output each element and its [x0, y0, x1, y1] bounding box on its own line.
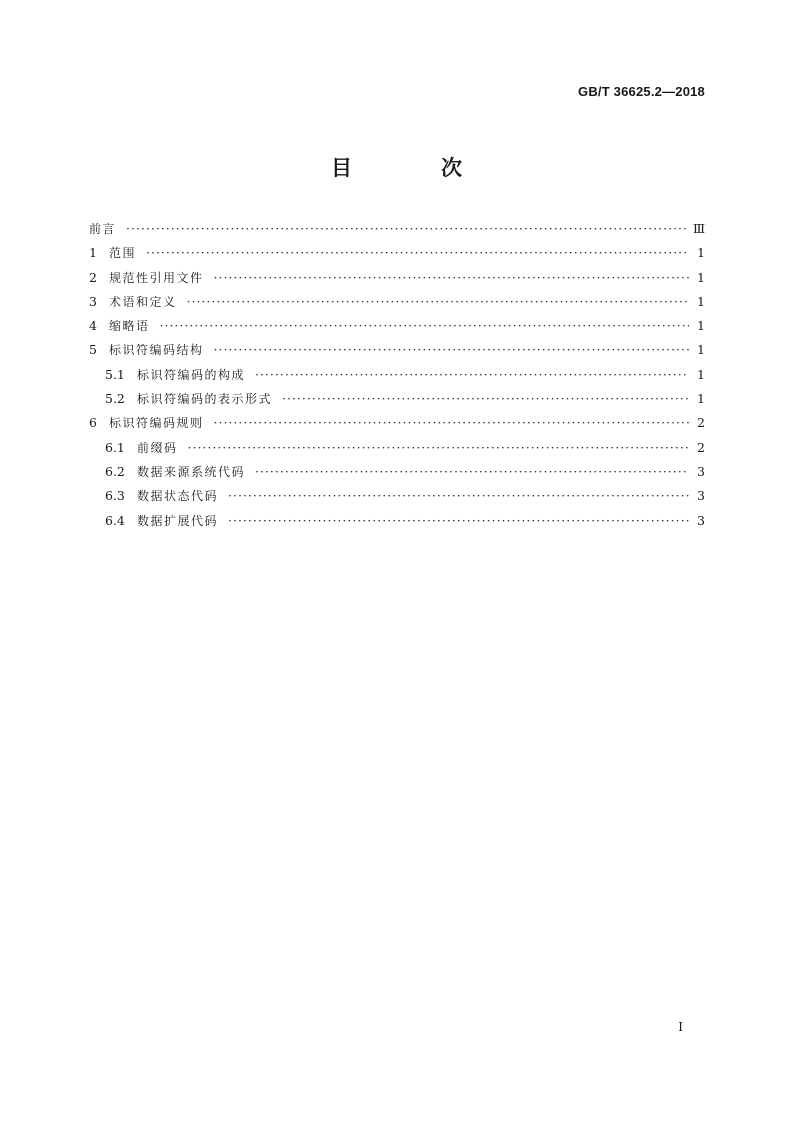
toc-entry-label: 标识符编码的表示形式 — [137, 392, 273, 407]
toc-entry-page: 3 — [697, 488, 705, 504]
toc-entry-label: 术语和定义 — [109, 294, 177, 309]
toc-entry-number: 5.2 — [105, 391, 125, 407]
toc-entry-page: 3 — [697, 512, 705, 528]
toc-leader-dots — [228, 509, 689, 533]
toc-entry[interactable] — [89, 484, 705, 508]
toc-entry-label: 规范性引用文件 — [109, 270, 204, 285]
toc-leader-dots — [282, 387, 689, 411]
toc-entry-label: 标识符编码结构 — [109, 343, 204, 358]
toc-leader-dots — [188, 436, 689, 460]
toc-entry-label: 标识符编码规则 — [109, 416, 204, 431]
toc-entry-number: 6.3 — [105, 488, 125, 504]
toc-entry-number: 5 — [89, 342, 97, 358]
toc-entry-page: 1 — [697, 269, 705, 285]
toc-leader-dots — [255, 363, 689, 387]
toc-entry[interactable] — [89, 411, 705, 435]
table-of-contents — [89, 217, 705, 533]
toc-entry-page: 1 — [697, 366, 705, 382]
toc-entry-page: 1 — [697, 391, 705, 407]
toc-leader-dots — [214, 411, 689, 435]
toc-entry-number: 4 — [89, 318, 97, 334]
toc-entry-number: 2 — [89, 269, 97, 285]
toc-entry-label: 前缀码 — [137, 440, 178, 455]
toc-entry[interactable] — [89, 387, 705, 411]
toc-leader-dots — [255, 460, 689, 484]
toc-entry-page: 1 — [697, 342, 705, 358]
toc-entry-label: 前言 — [89, 222, 117, 236]
toc-entry-label: 数据扩展代码 — [137, 513, 219, 528]
toc-entry[interactable] — [89, 266, 705, 290]
toc-entry-number: 3 — [89, 293, 97, 309]
toc-leader-dots — [228, 484, 689, 508]
toc-entry-number: 6 — [89, 415, 97, 431]
toc-entry-label: 缩略语 — [109, 319, 150, 334]
toc-leader-dots — [187, 290, 689, 314]
toc-entry-label: 标识符编码的构成 — [137, 367, 246, 382]
toc-leader-dots — [214, 266, 689, 290]
toc-entry[interactable] — [89, 509, 705, 533]
toc-entry[interactable] — [89, 314, 705, 338]
toc-leader-dots — [126, 217, 687, 241]
toc-leader-dots — [160, 314, 689, 338]
toc-entry-page: 3 — [697, 463, 705, 479]
toc-entry-label: 范围 — [109, 246, 137, 261]
toc-entry-number: 6.2 — [105, 463, 125, 479]
toc-entry[interactable] — [89, 460, 705, 484]
toc-entry[interactable] — [89, 290, 705, 314]
toc-entry[interactable] — [89, 363, 705, 387]
page-title: 目 次 — [331, 156, 496, 180]
toc-leader-dots — [214, 338, 689, 362]
page-number: I — [678, 1020, 683, 1034]
toc-entry-number: 5.1 — [105, 366, 125, 382]
toc-entry-page: 2 — [697, 415, 705, 431]
toc-entry[interactable] — [89, 217, 705, 241]
toc-entry[interactable] — [89, 338, 705, 362]
toc-entry-page: Ⅲ — [692, 221, 705, 236]
toc-entry-number: 6.4 — [105, 512, 125, 528]
toc-entry-page: 1 — [697, 293, 705, 309]
toc-entry-label: 数据来源系统代码 — [137, 464, 246, 479]
toc-entry[interactable] — [89, 241, 705, 265]
toc-entry[interactable] — [89, 436, 705, 460]
standard-code: GB/T 36625.2—2018 — [578, 84, 705, 99]
toc-leader-dots — [146, 241, 689, 265]
toc-entry-number: 6.1 — [105, 439, 125, 455]
toc-entry-page: 1 — [697, 245, 705, 261]
toc-entry-page: 1 — [697, 318, 705, 334]
toc-entry-number: 1 — [89, 245, 97, 261]
toc-entry-page: 2 — [697, 439, 705, 455]
toc-entry-label: 数据状态代码 — [137, 489, 219, 504]
